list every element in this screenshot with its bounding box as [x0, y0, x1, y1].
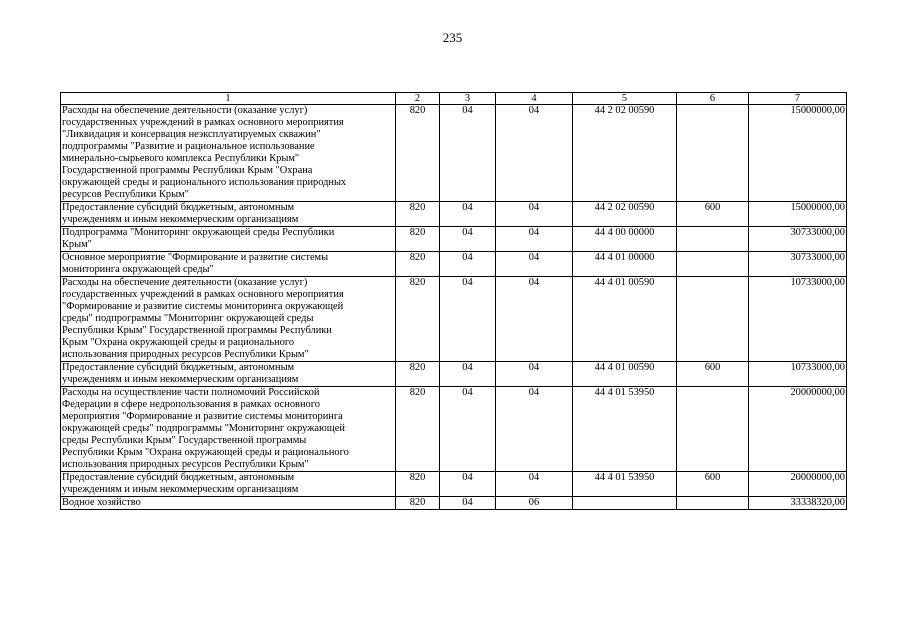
ministry-code: 820 [396, 362, 440, 387]
amount: 15000000,00 [749, 105, 847, 202]
table-row [61, 497, 847, 510]
table-row [61, 105, 847, 202]
subsection-code: 04 [496, 252, 573, 277]
ministry-code: 820 [396, 105, 440, 202]
table-row [61, 202, 847, 227]
row-description: Предоставление субсидий бюджетным, автономным учреждениям и иным некоммерческим организациям [61, 362, 396, 387]
subsection-code: 06 [496, 497, 573, 510]
table-row [61, 472, 847, 497]
expense-type-code [677, 277, 749, 362]
section-code: 04 [440, 227, 496, 252]
section-code: 04 [440, 252, 496, 277]
column-header: 1 [61, 93, 396, 105]
row-description: Водное хозяйство [61, 497, 396, 510]
target-article-code [573, 497, 677, 510]
subsection-code: 04 [496, 227, 573, 252]
row-description: Основное мероприятие "Формирование и развитие системы мониторинга окружающей среды" [61, 252, 396, 277]
ministry-code: 820 [396, 252, 440, 277]
row-description: Расходы на осуществление части полномочий Российской Федерации в сфере недропользования в рамках основного мероприятия "Формирование и развитие системы мониторинга окружающей среды" подпрограммы "Мониторинг окружающей среды Республики Крым" Государственной программы Республики Крым "Охрана окружающей среды и рационального использования природных ресурсов Республики Крым" [61, 387, 396, 472]
row-description: Предоставление субсидий бюджетным, автономным учреждениям и иным некоммерческим организациям [61, 472, 396, 497]
expense-type-code: 600 [677, 362, 749, 387]
expense-type-code [677, 387, 749, 472]
target-article-code: 44 2 02 00590 [573, 105, 677, 202]
ministry-code: 820 [396, 227, 440, 252]
expense-type-code: 600 [677, 202, 749, 227]
subsection-code: 04 [496, 277, 573, 362]
column-header: 3 [440, 93, 496, 105]
target-article-code: 44 2 02 00590 [573, 202, 677, 227]
amount: 33338320,00 [749, 497, 847, 510]
column-header: 6 [677, 93, 749, 105]
amount: 30733000,00 [749, 252, 847, 277]
row-description: Подпрограмма "Мониторинг окружающей среды Республики Крым" [61, 227, 396, 252]
expense-type-code [677, 252, 749, 277]
amount: 15000000,00 [749, 202, 847, 227]
target-article-code: 44 4 01 00000 [573, 252, 677, 277]
table-header-row [61, 93, 847, 105]
target-article-code: 44 4 01 53950 [573, 472, 677, 497]
section-code: 04 [440, 387, 496, 472]
amount: 20000000,00 [749, 472, 847, 497]
subsection-code: 04 [496, 472, 573, 497]
column-header: 2 [396, 93, 440, 105]
amount: 10733000,00 [749, 362, 847, 387]
table-row [61, 387, 847, 472]
subsection-code: 04 [496, 387, 573, 472]
page-number: 235 [442, 30, 463, 45]
subsection-code: 04 [496, 105, 573, 202]
table-row [61, 362, 847, 387]
column-header: 5 [573, 93, 677, 105]
budget-table [60, 92, 847, 510]
ministry-code: 820 [396, 472, 440, 497]
section-code: 04 [440, 202, 496, 227]
target-article-code: 44 4 00 00000 [573, 227, 677, 252]
column-header: 7 [749, 93, 847, 105]
table-row [61, 227, 847, 252]
ministry-code: 820 [396, 387, 440, 472]
column-header: 4 [496, 93, 573, 105]
section-code: 04 [440, 277, 496, 362]
amount: 20000000,00 [749, 387, 847, 472]
section-code: 04 [440, 362, 496, 387]
section-code: 04 [440, 105, 496, 202]
target-article-code: 44 4 01 00590 [573, 277, 677, 362]
target-article-code: 44 4 01 53950 [573, 387, 677, 472]
ministry-code: 820 [396, 277, 440, 362]
expense-type-code [677, 227, 749, 252]
subsection-code: 04 [496, 202, 573, 227]
target-article-code: 44 4 01 00590 [573, 362, 677, 387]
row-description: Расходы на обеспечение деятельности (оказание услуг) государственных учреждений в рамках основного мероприятия "Формирование и развитие системы мониторинга окружающей среды" подпрограммы "Мониторинг окружающей среды Республики Крым" Государственной программы Республики Крым "Охрана окружающей среды и рационального использования природных ресурсов Республики Крым" [61, 277, 396, 362]
section-code: 04 [440, 472, 496, 497]
ministry-code: 820 [396, 497, 440, 510]
table-row [61, 277, 847, 362]
subsection-code: 04 [496, 362, 573, 387]
expense-type-code [677, 105, 749, 202]
amount: 30733000,00 [749, 227, 847, 252]
ministry-code: 820 [396, 202, 440, 227]
amount: 10733000,00 [749, 277, 847, 362]
row-description: Расходы на обеспечение деятельности (оказание услуг) государственных учреждений в рамках основного мероприятия "Ликвидация и консервация неэксплуатируемых скважин" подпрограммы "Развитие и рациональное использование минерально-сырьевого комплекса Республики Крым" Государственной программы Республики Крым "Охрана окружающей среды и рационального использования природных ресурсов Республики Крым" [61, 105, 396, 202]
section-code: 04 [440, 497, 496, 510]
expense-type-code: 600 [677, 472, 749, 497]
table-row [61, 252, 847, 277]
expense-type-code [677, 497, 749, 510]
row-description: Предоставление субсидий бюджетным, автономным учреждениям и иным некоммерческим организациям [61, 202, 396, 227]
